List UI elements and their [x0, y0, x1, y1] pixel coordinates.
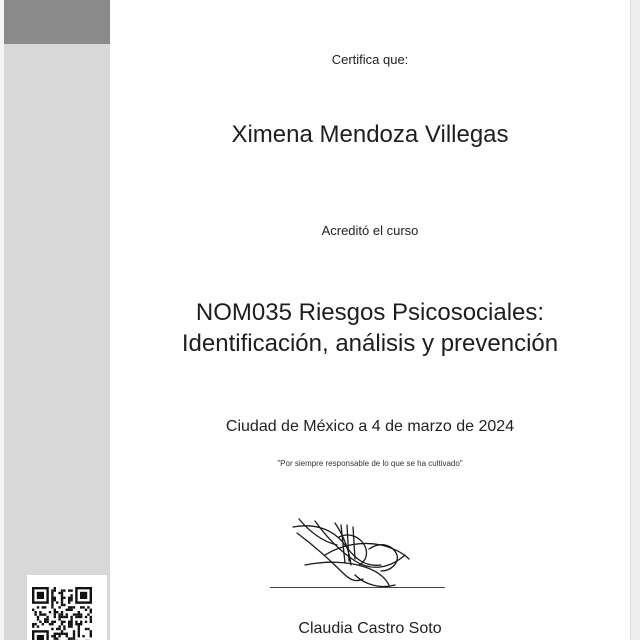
certificate-page [110, 0, 630, 640]
place-date: Ciudad de México a 4 de marzo de 2024 [225, 418, 515, 435]
sidebar-top-block [4, 0, 110, 44]
right-frame-edge [630, 0, 640, 640]
qr-code-icon [27, 575, 107, 640]
accredited-text: Acreditó el curso [321, 223, 419, 238]
course-title [110, 297, 630, 359]
signer-name: Claudia Castro Soto [298, 620, 442, 637]
signature-line [270, 587, 445, 588]
recipient-name: Ximena Mendoza Villegas [231, 121, 509, 148]
intro-text: Certifica que: [331, 52, 409, 67]
signature-icon [285, 515, 415, 595]
course-title-line-2: Identificación, análisis y prevención [181, 330, 559, 357]
motto: "Por siempre responsable de lo que se ha cultivado" [277, 459, 463, 468]
course-title-line-1: NOM035 Riesgos Psicosociales: [195, 299, 545, 326]
qr-code [27, 575, 107, 640]
decorative-sidebar [4, 0, 110, 640]
